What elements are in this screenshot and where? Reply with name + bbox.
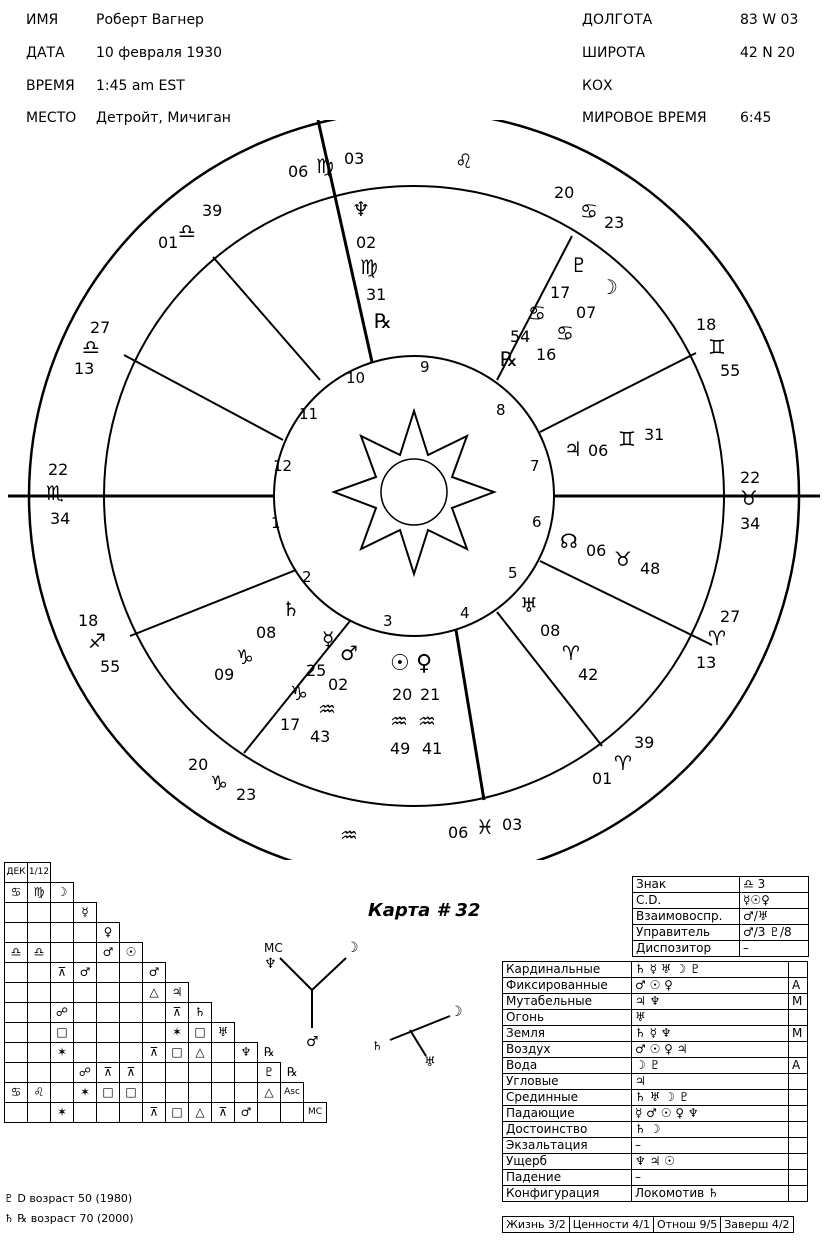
grid-cell: ♆ [235,1043,258,1063]
relations-value: Отнош 9/5 [653,1217,720,1233]
cusp10-degree: 06 [288,162,309,181]
saturn-icon: ♄ [282,597,300,621]
leo-icon: ♌ [455,149,473,173]
grid-cell: □ [166,1043,189,1063]
virgo-icon: ♍ [316,154,334,178]
house-system: КОХ [582,78,613,94]
gemini-icon: ♊ [708,335,726,359]
grid-cell: ♃ [166,983,189,1003]
cusp2-minute: 55 [100,657,121,676]
sign-value: ♎ 3 [740,877,809,893]
grid-cell: ♌ [28,1083,51,1103]
asc-minute: 34 [50,509,71,528]
house-number-10: 10 [346,369,366,387]
grid-cell: ⊼ [51,963,74,983]
info-value: ☿ ♂ ☉ ♀ ♆ [632,1106,789,1122]
grid-cell: △ [189,1043,212,1063]
neptune-icon: ♆ [352,197,370,221]
house-number-7: 7 [530,457,540,475]
info-value: ♄ ♅ ☽ ♇ [632,1090,789,1106]
reception-value: ♂/♅ [740,909,809,925]
info-value: ♂ ☉ ♀ ♃ [632,1042,789,1058]
grid-cell: □ [51,1023,74,1043]
cd-label: C.D. [633,893,740,909]
ruler-value: ♂/3 ♇/8 [740,925,809,941]
info-label: Угловые [503,1074,632,1090]
mars-degree: 02 [328,675,349,694]
grid-header-fraction: 1/12 [28,863,51,883]
saturn-minute: 09 [214,665,235,684]
info-flag: A [789,1058,808,1074]
grid-cell: △ [258,1083,281,1103]
name-label: ИМЯ [26,12,59,28]
info-label: Воздух [503,1042,632,1058]
info-label: Фиксированные [503,978,632,994]
grid-cell: ♂ [97,943,120,963]
info-flag [789,1186,808,1202]
mars-icon: ♂ [340,641,358,665]
scorpio-icon: ♏ [46,481,64,505]
info-label: Ущерб [503,1154,632,1170]
info-label: Кардинальные [503,962,632,978]
grid-cell: ⊼ [143,1103,166,1123]
info-flag [789,1090,808,1106]
aquarius-icon-venus: ♒ [418,709,436,733]
pluto-icon: ♇ [570,253,588,277]
info-value: ♄ ☿ ♅ ☽ ♇ [632,962,789,978]
grid-cell: △ [143,983,166,1003]
neptune-icon-y: ♆ [264,956,277,972]
pluto-minute: 54 [510,327,531,346]
info-main-table [502,961,808,1202]
time-value: 1:45 am EST [96,78,185,94]
house-number-11: 11 [299,405,319,423]
node-minute: 48 [640,559,661,578]
info-label: Падение [503,1170,632,1186]
venus-degree: 21 [420,685,441,704]
jupiter-minute: 31 [644,425,665,444]
cancer-icon: ♋ [580,199,598,223]
grid-cell: □ [166,1103,189,1123]
retrograde-icon-pluto: ℞ [500,347,518,371]
info-flag [789,1154,808,1170]
cusp9-minute: 23 [604,213,625,232]
pluto-degree: 17 [550,283,571,302]
cusp4-degree: 06 [448,823,469,842]
grid-cell: ⊼ [212,1103,235,1123]
time-label: ВРЕМЯ [26,78,75,94]
longitude-value: 83 W 03 [740,12,799,28]
mercury-degree: 25 [306,661,327,680]
grid-cell: ✶ [166,1023,189,1043]
info-flag: M [789,1026,808,1042]
pisces-icon: ♓ [476,815,494,839]
cancer-icon-pluto: ♋ [528,301,546,325]
cusp10-minute: 03 [344,149,365,168]
jupiter-degree: 06 [588,441,609,460]
desc-degree: 22 [740,468,761,487]
sun-minute: 49 [390,739,411,758]
house-number-9: 9 [420,358,430,376]
info-label: Экзальтация [503,1138,632,1154]
sun-icon: ☉ [390,651,410,676]
longitude-label: ДОЛГОТА [582,12,653,28]
values-value: Ценности 4/1 [569,1217,653,1233]
info-value: Локомотив ♄ [632,1186,789,1202]
saturn-degree: 08 [256,623,277,642]
info-flag: A [789,978,808,994]
grid-cell: ♎ [5,943,28,963]
grid-cell: ♄ [189,1003,212,1023]
house-number-12: 12 [273,457,293,475]
virgo-icon-neptune: ♍ [360,255,378,279]
sun-degree: 20 [392,685,413,704]
aquarius-icon: ♒ [340,823,358,847]
moon-icon-t: ☽ [450,1004,463,1020]
place-label: МЕСТО [26,110,77,126]
grid-cell: ♀ [97,923,120,943]
grid-cell: ♂ [74,963,97,983]
info-top-table [632,876,809,957]
moon-minute: 16 [536,345,557,364]
aquarius-icon-sun: ♒ [390,709,408,733]
info-value: ♂ ☉ ♀ [632,978,789,994]
grid-cell: □ [120,1083,143,1103]
libra-icon-12: ♎ [82,335,100,359]
grid-cell: ✶ [51,1043,74,1063]
grid-cell: □ [189,1023,212,1043]
reception-label: Взаимовоспр. [633,909,740,925]
grid-cell: ⊼ [120,1063,143,1083]
grid-cell: ♅ [212,1023,235,1043]
grid-cell: MC [304,1103,327,1123]
info-flag [789,1170,808,1186]
cusp5-degree: 01 [592,769,613,788]
mars-minute: 43 [310,727,331,746]
date-value: 10 февраля 1930 [96,45,223,61]
info-flag [789,1138,808,1154]
grid-cell: ☍ [51,1003,74,1023]
jupiter-icon: ♃ [564,437,582,461]
cusp11-minute: 39 [202,201,223,220]
cusp12-minute: 13 [74,359,95,378]
node-degree: 06 [586,541,607,560]
cusp3-degree: 20 [188,755,209,774]
asc-degree: 22 [48,460,69,479]
grid-cell: ☿ [74,903,97,923]
house-number-2: 2 [302,568,312,586]
grid-header-decan: ДЕК [5,863,28,883]
grid-cell: ℞ [286,1064,298,1079]
grid-cell: ℞ [263,1044,275,1059]
capricorn-icon-saturn: ♑ [236,645,254,669]
grid-cell: ♋ [5,1083,28,1103]
cusp5-minute: 39 [634,733,655,752]
moon-icon-y: ☽ [346,940,359,956]
grid-cell: ♂ [235,1103,258,1123]
mc-label: MC [264,941,283,955]
capricorn-icon-mercury: ♑ [290,681,308,705]
info-label: Земля [503,1026,632,1042]
moon-degree: 07 [576,303,597,322]
grid-cell: Asc [281,1083,304,1103]
universal-time-label: МИРОВОЕ ВРЕМЯ [582,110,707,126]
universal-time-value: 6:45 [740,110,772,126]
name-value: Роберт Вагнер [96,12,204,28]
grid-cell: ⊼ [97,1063,120,1083]
north-node-icon: ☊ [560,529,578,553]
info-flag [789,1042,808,1058]
ruler-label: Управитель [633,925,740,941]
completion-value: Заверш 4/2 [721,1217,793,1233]
info-label: Вода [503,1058,632,1074]
grid-cell: ☍ [74,1063,97,1083]
cusp6-minute: 13 [696,653,717,672]
aquarius-icon-mars: ♒ [318,697,336,721]
cusp12-degree: 27 [90,318,111,337]
info-value: – [632,1138,789,1154]
sagittarius-icon: ♐ [88,629,106,653]
house-cusp-lines [8,120,820,800]
dispositor-value: – [740,941,809,957]
uranus-icon: ♅ [520,593,538,617]
footnote-pluto: ♇ D возраст 50 (1980) [4,1192,133,1205]
neptune-minute: 31 [366,285,387,304]
sign-label: Знак [633,877,740,893]
grid-cell: ⊼ [166,1003,189,1023]
taurus-icon: ♉ [740,486,758,510]
info-value: ♄ ☿ ♆ [632,1026,789,1042]
aries-icon: ♈ [614,751,632,775]
cusp11-degree: 01 [158,233,179,252]
grid-cell: ✶ [74,1083,97,1103]
info-value: ♅ [632,1010,789,1026]
uranus-degree: 08 [540,621,561,640]
retrograde-icon: ℞ [374,309,392,333]
gemini-icon-jupiter: ♊ [618,427,636,451]
date-label: ДАТА [26,45,65,61]
info-flag [789,962,808,978]
grid-cell: ♂ [143,963,166,983]
grid-cell: ♋ [5,883,28,903]
info-flag [789,1074,808,1090]
cusp8-minute: 55 [720,361,741,380]
mars-icon-y: ♂ [306,1034,319,1050]
house-number-8: 8 [496,401,506,419]
center-star [334,411,494,574]
grid-cell: ♎ [28,943,51,963]
place-value: Детройт, Мичиган [96,110,231,126]
taurus-icon-node: ♉ [614,547,632,571]
uranus-icon-t: ♅ [424,1055,436,1070]
uranus-minute: 42 [578,665,599,684]
info-flag: M [789,994,808,1010]
info-flag [789,1010,808,1026]
saturn-icon-t: ♄ [372,1039,383,1053]
mercury-minute: 17 [280,715,301,734]
grid-cell: ☉ [120,943,143,963]
grid-cell: ♇ [258,1063,281,1083]
cusp9-degree: 20 [554,183,575,202]
cusp4-minute: 03 [502,815,523,834]
cusp8-degree: 18 [696,315,717,334]
info-flag [789,1122,808,1138]
house-number-5: 5 [508,564,518,582]
info-label: Достоинство [503,1122,632,1138]
aries-icon-uranus: ♈ [562,641,580,665]
info-flag [789,1106,808,1122]
cusp3-minute: 23 [236,785,257,804]
info-value: ☽ ♇ [632,1058,789,1074]
venus-icon: ♀ [416,651,433,676]
info-label: Срединные [503,1090,632,1106]
capricorn-icon: ♑ [210,771,228,795]
dispositor-label: Диспозитор [633,941,740,957]
info-value: ♆ ♃ ☉ [632,1154,789,1170]
cusp2-degree: 18 [78,611,99,630]
moon-icon: ☽ [600,275,618,299]
aspect-patterns [250,930,470,1070]
info-value: – [632,1170,789,1186]
cancer-icon-moon: ♋ [556,321,574,345]
house-number-4: 4 [460,604,470,622]
footnote-saturn: ♄ ℞ возраст 70 (2000) [4,1212,134,1225]
info-value: ♄ ☽ [632,1122,789,1138]
info-label: Конфигурация [503,1186,632,1202]
info-bottom-table [502,1216,794,1233]
venus-minute: 41 [422,739,443,758]
info-label: Мутабельные [503,994,632,1010]
latitude-label: ШИРОТА [582,45,646,61]
info-value: ♃ [632,1074,789,1090]
house-number-6: 6 [532,513,542,531]
grid-cell: △ [189,1103,212,1123]
grid-cell: ♍ [28,883,51,903]
mercury-icon: ☿ [322,627,335,651]
natal-chart-wheel [0,120,827,860]
life-value: Жизнь 3/2 [503,1217,570,1233]
grid-cell: ☽ [51,883,74,903]
neptune-degree: 02 [356,233,377,252]
info-label: Падающие [503,1106,632,1122]
grid-cell: □ [97,1083,120,1103]
chart-title: Карта # 32 [368,900,481,921]
cusp6-degree: 27 [720,607,741,626]
grid-cell: ✶ [51,1103,74,1123]
info-label: Огонь [503,1010,632,1026]
house-number-1: 1 [271,514,281,532]
latitude-value: 42 N 20 [740,45,796,61]
house-number-3: 3 [383,612,393,630]
info-value: ♃ ♆ [632,994,789,1010]
aries-icon-6: ♈ [708,626,726,650]
grid-cell: ⊼ [143,1043,166,1063]
desc-minute: 34 [740,514,761,533]
cd-value: ☿☉♀ [740,893,809,909]
libra-icon: ♎ [178,219,196,243]
